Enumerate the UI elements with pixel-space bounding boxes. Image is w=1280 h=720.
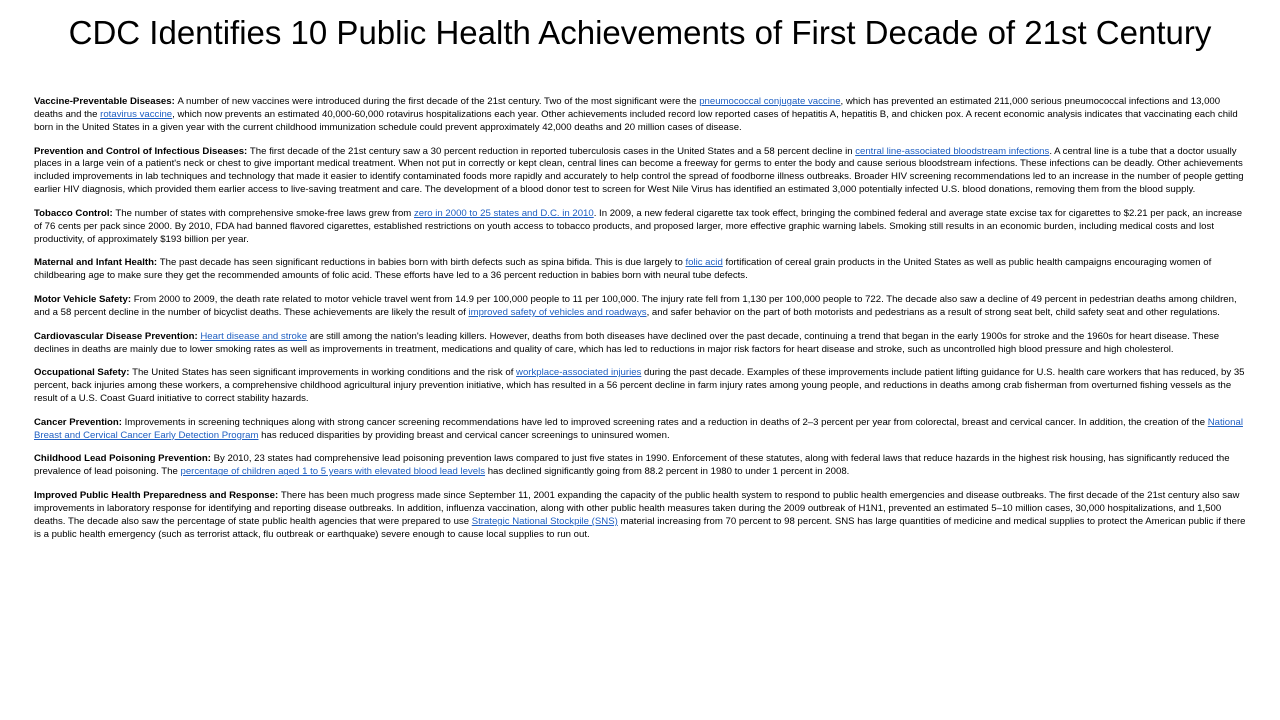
section-text: The first decade of the 21st century saw a 30 percent reduction in reported tuberculosis cases in the United States and a 58 percent decline in [249,145,856,157]
section-heading: Childhood Lead Poisoning Prevention: [34,453,214,465]
link-workplace-injuries[interactable]: workplace-associated injuries [516,367,642,379]
section-text: A number of new vaccines were introduced during the first decade of the 21st century. Two of the most significant were the [177,96,700,107]
slide-title: CDC Identifies 10 Public Health Achievements of First Decade of 21st Century [68,14,1212,51]
section-lead-poisoning-prevention [34,453,1250,479]
section-text: , which has prevented an estimated 211,000 serious pneumococcal infections and 13,000 deaths and the [34,96,1221,120]
section-text: . In 2009, a new federal cigarette tax took effect, bringing the combined federal and average state excise tax for cigarettes to $2.21 per pack, an increase of 76 cents per pack since 2000. By 2010, FDA had banned flavored cigarettes, established restrictions on youth access to tobacco products, and proposed larger, more effective graphic warning labels. Smoking still results in an economic burden, including medical costs and lost productivity, of approximately $193 billion per year. [34,207,1243,245]
link-cancer-detection-program[interactable]: National Breast and Cervical Cancer Early Detection Program [34,416,1243,441]
link-strategic-national-stockpile[interactable]: Strategic National Stockpile (SNS) [471,515,618,527]
link-folic-acid[interactable]: folic acid [685,257,723,269]
slide-body [34,96,1250,552]
section-heading: Occupational Safety: [34,367,133,379]
section-occupational-safety [34,367,1250,406]
section-heading: Prevention and Control of Infectious Diseases: [34,145,250,157]
section-preparedness-response [34,490,1250,542]
section-text: material increasing from 70 percent to 98 percent. SNS has large quantities of medicine and medical supplies to protect the American public if there is a public health emergency (such as terrorist attack, flu outbreak or earthquake) severe enough to cause local supplies to run out. [34,515,1246,540]
link-rotavirus-vaccine[interactable]: rotavirus vaccine [100,108,173,120]
section-text: The United States has seen significant improvements in working conditions and the risk of [132,367,517,379]
section-text: . A central line is a tube that a doctor usually places in a large vein of a patient's neck or chest to give important medical treatment. When not put in correctly or kept clean, central lines can become a freeway for germs to enter the body and cause serious bloodstream infections. These infections can be deadly. Other achievements included improvements in lab techniques and technology that made it easier to identify contaminated foods more rapidly and accurately to help control the spread of foodborne illness outbreaks. Broader HIV screening recommendations led to an increase in the number of people getting earlier HIV diagnosis, which provided them earlier access to live-saving treatment and care. The development of a blood donor test to screen for West Nile Virus has identified an estimated 3,000 potentially infected U.S. blood donations, removing them from the blood supply. [34,145,1244,196]
section-heading: Cardiovascular Disease Prevention: [34,330,201,342]
section-text: Improvements in screening techniques along with strong cancer screening recommendations have led to improved screening rates and a reduction in deaths of 2–3 percent per year from colorectal, breast and cervical cancer. In addition, the creation of the [124,416,1208,428]
section-heading: Motor Vehicle Safety: [34,294,134,306]
link-central-line-infections[interactable]: central line-associated bloodstream infections [855,145,1050,157]
section-text: has declined significantly going from 88.2 percent in 1980 to under 1 percent in 2008. [485,466,850,478]
section-maternal-infant-health [34,257,1250,283]
section-text: From 2000 to 2009, the death rate related to motor vehicle travel went from 14.9 per 100,000 people to 11 per 100,000. The injury rate fell from 1,130 per 100,000 people to 722. The decade also saw a decline of 49 percent in pedestrian deaths among children, and a 58 percent decline in the number of bicyclist deaths. These achievements are likely the result of [34,294,1237,318]
section-text: By 2010, 23 states had comprehensive lead poisoning prevention laws compared to just five states in 1990. Enforcement of these statutes, along with federal laws that reduce hazards in the highest risk housing, has significantly reduced the prevalence of lead poisoning. The [34,453,1230,478]
section-heading: Improved Public Health Preparedness and Response: [34,490,281,502]
link-pneumococcal-conjugate-vaccine[interactable]: pneumococcal conjugate vaccine [699,96,841,107]
section-heading: Cancer Prevention: [34,416,125,428]
link-heart-disease-stroke[interactable]: Heart disease and stroke [200,330,308,342]
section-heading: Vaccine-Preventable Diseases: [34,96,178,107]
section-text: fortification of cereal grain products in the United States as well as public health campaigns encouraging women of childbearing age to make sure they get the recommended amounts of folic acid. These efforts have led to a 36 percent reduction in babies born with neural tube defects. [34,257,1212,282]
section-text: , and safer behavior on the part of both motorists and pedestrians as a result of strong seat belt, child safety seat and other regulations. [646,306,1220,318]
section-cardiovascular-prevention [34,331,1250,357]
section-text: , which now prevents an estimated 40,000-60,000 rotavirus hospitalizations each year. Other achievements included record low reported cases of hepatitis A, hepatitis B, and chicken pox. A recent economic analysis indicates that vaccinating each child born in the United States in a given year with the current childhood immunization schedule could prevent approximately 42,000 deaths and 20 million cases of disease. [34,108,1238,133]
section-text: The past decade has seen significant reductions in babies born with birth defects such as spina bifida. This is due largely to [159,257,686,269]
section-motor-vehicle-safety [34,294,1250,320]
link-blood-lead-levels[interactable]: percentage of children aged 1 to 5 years with elevated blood lead levels [180,466,486,478]
section-text: during the past decade. Examples of these improvements include patient lifting guidance for U.S. health care workers that has reduced, by 35 percent, back injuries among these workers, a comprehensive childhood agricultural injury prevention initiative, which has resulted in a 56 percent decline in farm injury rates among young people, and reductions in deaths among crab fisherman from overturned fishing vessels as the result of a U.S. Coast Guard initiative to correct stability hazards. [34,367,1245,405]
section-heading: Maternal and Infant Health: [34,257,160,269]
section-text: The number of states with comprehensive smoke-free laws grew from [115,207,414,219]
section-text: are still among the nation's leading killers. However, deaths from both diseases have declined over the past decade, continuing a trend that began in the early 1900s for stroke and the 1960s for heart disease. These declines in deaths are mainly due to lower smoking rates as well as improvements in treatment, medications and quality of care, which has led to reductions in major risk factors for heart disease and stroke, such as uncontrolled high blood pressure and high cholesterol. [34,330,1220,355]
section-text: There has been much progress made since September 11, 2001 expanding the capacity of the public health system to respond to public health emergencies and disease outbreaks. The first decade of the 21st century also saw improvements in laboratory response for identifying and reporting disease outbreaks. In addition, influenza vaccination, along with other public health measures taken during the 2009 outbreak of H1N1, prevented an estimated 5–10 million cases, 30,000 hospitalizations, and 1,500 deaths. The decade also saw the percentage of state public health agencies that were prepared to use [34,490,1240,527]
section-infectious-diseases [34,146,1250,198]
link-vehicle-safety[interactable]: improved safety of vehicles and roadways [468,306,647,318]
section-tobacco-control [34,208,1250,247]
section-vaccine-preventable-diseases [34,96,1250,135]
section-cancer-prevention [34,417,1250,443]
section-text: has reduced disparities by providing breast and cervical cancer screenings to uninsured women. [258,429,670,441]
section-heading: Tobacco Control: [34,207,116,219]
link-smoke-free-laws[interactable]: zero in 2000 to 25 states and D.C. in 2010 [413,207,594,219]
